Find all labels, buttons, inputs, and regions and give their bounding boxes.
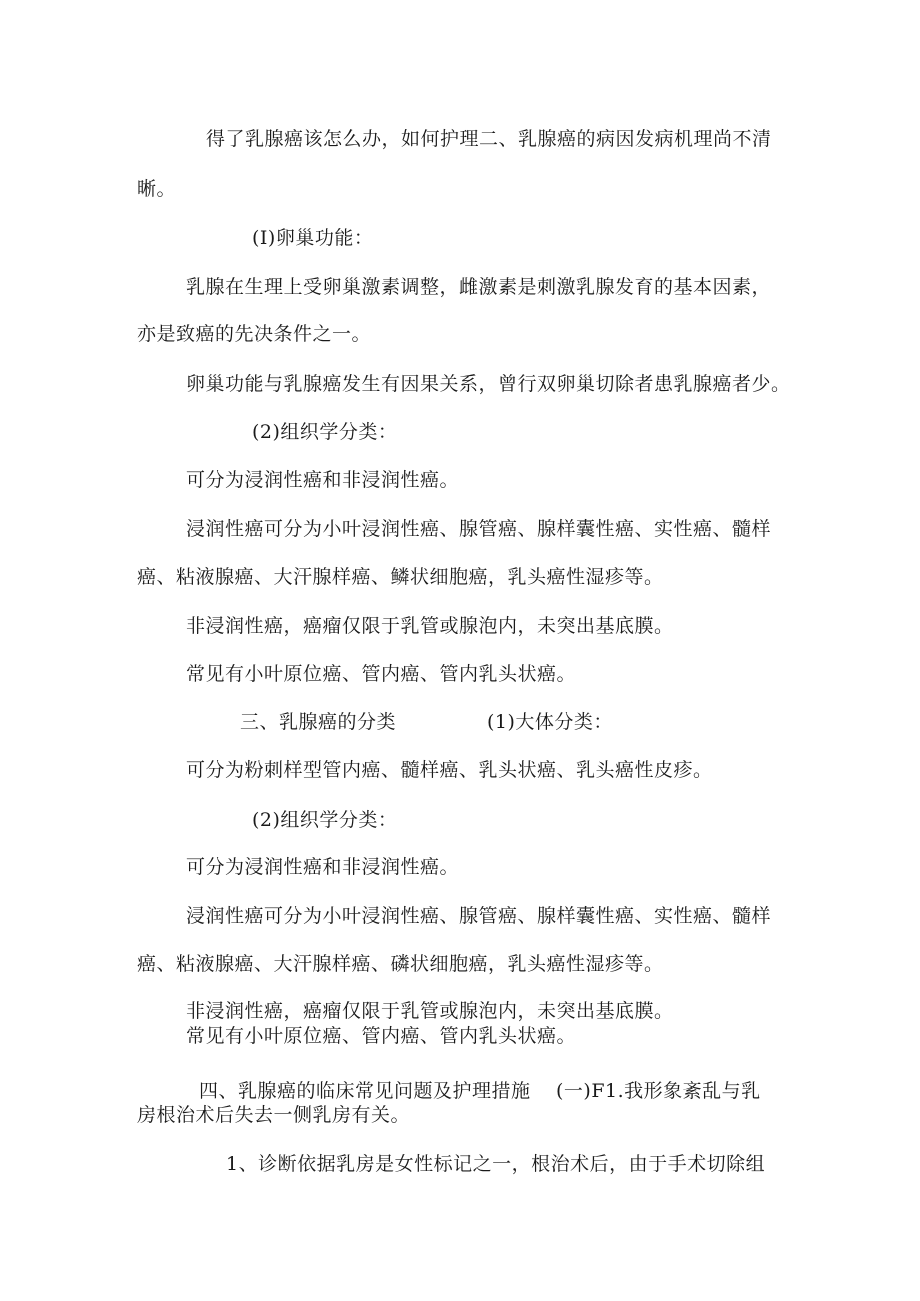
text-line: 乳腺在生理上受卵巢激素调整，雌激素是刺激乳腺发育的基本因素，: [186, 276, 772, 298]
text-line: 得了乳腺癌该怎么办，如何护理二、乳腺癌的病因发病机理尚不清: [206, 128, 772, 150]
section-heading: (I)卵巢功能：: [252, 227, 374, 249]
text-line: 癌、粘液腺癌、大汗腺样癌、磷状细胞癌，乳头癌性湿疹等。: [137, 953, 664, 975]
text-line: 1、诊断依据乳房是女性标记之一，根治术后，由于手术切除组: [226, 1153, 766, 1175]
section-heading: 三、乳腺癌的分类: [240, 711, 397, 733]
text-line: 浸润性癌可分为小叶浸润性癌、腺管癌、腺样囊性癌、实性癌、髓样: [186, 518, 772, 540]
text-line: 晰。: [137, 178, 177, 200]
text-line: 常见有小叶原位癌、管内癌、管内乳头状癌。: [186, 1025, 577, 1047]
section-heading: (1)大体分类：: [487, 711, 613, 733]
text-line: (一)F1.我形象紊乱与乳: [556, 1080, 761, 1102]
text-line: 非浸润性癌，癌瘤仅限于乳管或腺泡内，未突出基底膜。: [186, 615, 674, 637]
text-line: 房根治术后失去一侧乳房有关。: [137, 1104, 411, 1126]
text-line: 卵巢功能与乳腺癌发生有因果关系，曾行双卵巢切除者患乳腺癌者少。: [186, 373, 791, 395]
text-line: 可分为浸润性癌和非浸润性癌。: [186, 469, 460, 491]
section-heading: 四、乳腺癌的临床常见问题及护理措施: [199, 1080, 531, 1102]
text-line: 浸润性癌可分为小叶浸润性癌、腺管癌、腺样囊性癌、实性癌、髓样: [186, 905, 772, 927]
section-heading: (2)组织学分类：: [252, 809, 398, 831]
text-line: 亦是致癌的先决条件之一。: [137, 323, 372, 345]
section-heading: (2)组织学分类：: [252, 421, 398, 443]
text-line: 癌、粘液腺癌、大汗腺样癌、鳞状细胞癌，乳头癌性湿疹等。: [137, 566, 664, 588]
text-line: 可分为浸润性癌和非浸润性癌。: [186, 856, 460, 878]
text-line: 可分为粉刺样型管内癌、髓样癌、乳头状癌、乳头癌性皮疹。: [186, 759, 713, 781]
text-line: 非浸润性癌，癌瘤仅限于乳管或腺泡内，未突出基底膜。: [186, 1000, 674, 1022]
text-line: 常见有小叶原位癌、管内癌、管内乳头状癌。: [186, 663, 577, 685]
